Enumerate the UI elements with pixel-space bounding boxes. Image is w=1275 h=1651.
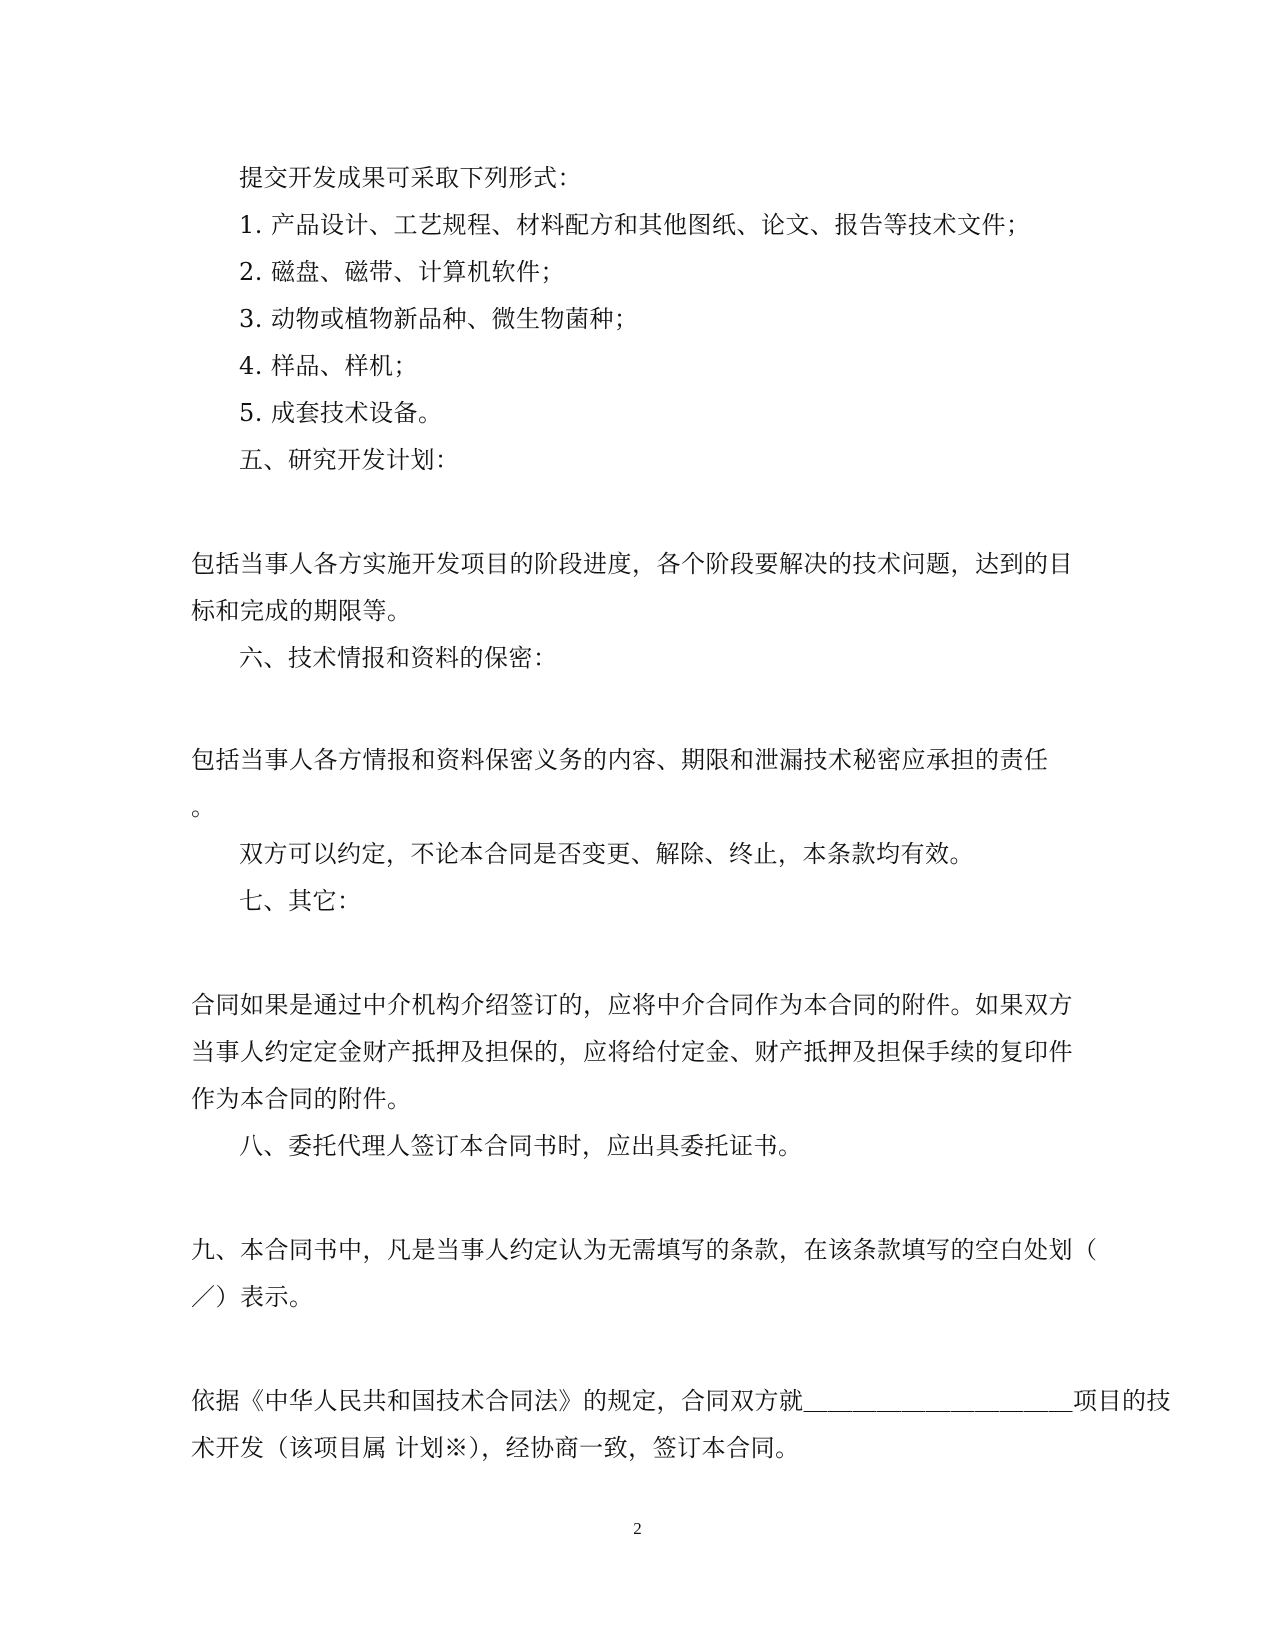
paragraph-line: ／）表示。 [191, 1283, 314, 1311]
paragraph-line: 标和完成的期限等。 [191, 597, 412, 625]
paragraph-line: 提交开发成果可采取下列形式： [239, 164, 582, 192]
paragraph-line: 作为本合同的附件。 [191, 1085, 412, 1113]
section-heading: 九、本合同书中，凡是当事人约定认为无需填写的条款，在该条款填写的空白处划（ [191, 1236, 1098, 1264]
list-item: 5. 成套技术设备。 [239, 399, 443, 427]
page-number: 2 [633, 1519, 642, 1538]
list-item: 3. 动物或植物新品种、微生物菌种； [239, 305, 639, 333]
section-heading: 八、委托代理人签订本合同书时，应出具委托证书。 [239, 1132, 803, 1160]
list-item: 2. 磁盘、磁带、计算机软件； [239, 258, 566, 286]
paragraph-line: 包括当事人各方情报和资料保密义务的内容、期限和泄漏技术秘密应承担的责任 [191, 746, 1049, 774]
list-item: 4. 样品、样机； [239, 352, 419, 380]
list-item: 1. 产品设计、工艺规程、材料配方和其他图纸、论文、报告等技术文件； [239, 211, 1031, 239]
section-heading: 七、其它： [239, 887, 362, 915]
paragraph-line: 依据《中华人民共和国技术合同法》的规定，合同双方就＿＿＿＿＿＿＿＿＿＿＿项目的技 [191, 1387, 1171, 1415]
paragraph-line: 术开发（该项目属 计划※），经协商一致，签订本合同。 [191, 1434, 800, 1462]
paragraph-line: 。 [191, 793, 216, 821]
paragraph-line: 双方可以约定，不论本合同是否变更、解除、终止，本条款均有效。 [239, 840, 974, 868]
section-heading: 五、研究开发计划： [239, 446, 460, 474]
paragraph-line: 合同如果是通过中介机构介绍签订的，应将中介合同作为本合同的附件。如果双方 [191, 991, 1073, 1019]
paragraph-line: 包括当事人各方实施开发项目的阶段进度，各个阶段要解决的技术问题，达到的目 [191, 550, 1073, 578]
paragraph-line: 当事人约定定金财产抵押及担保的，应将给付定金、财产抵押及担保手续的复印件 [191, 1038, 1073, 1066]
section-heading: 六、技术情报和资料的保密： [239, 644, 558, 672]
